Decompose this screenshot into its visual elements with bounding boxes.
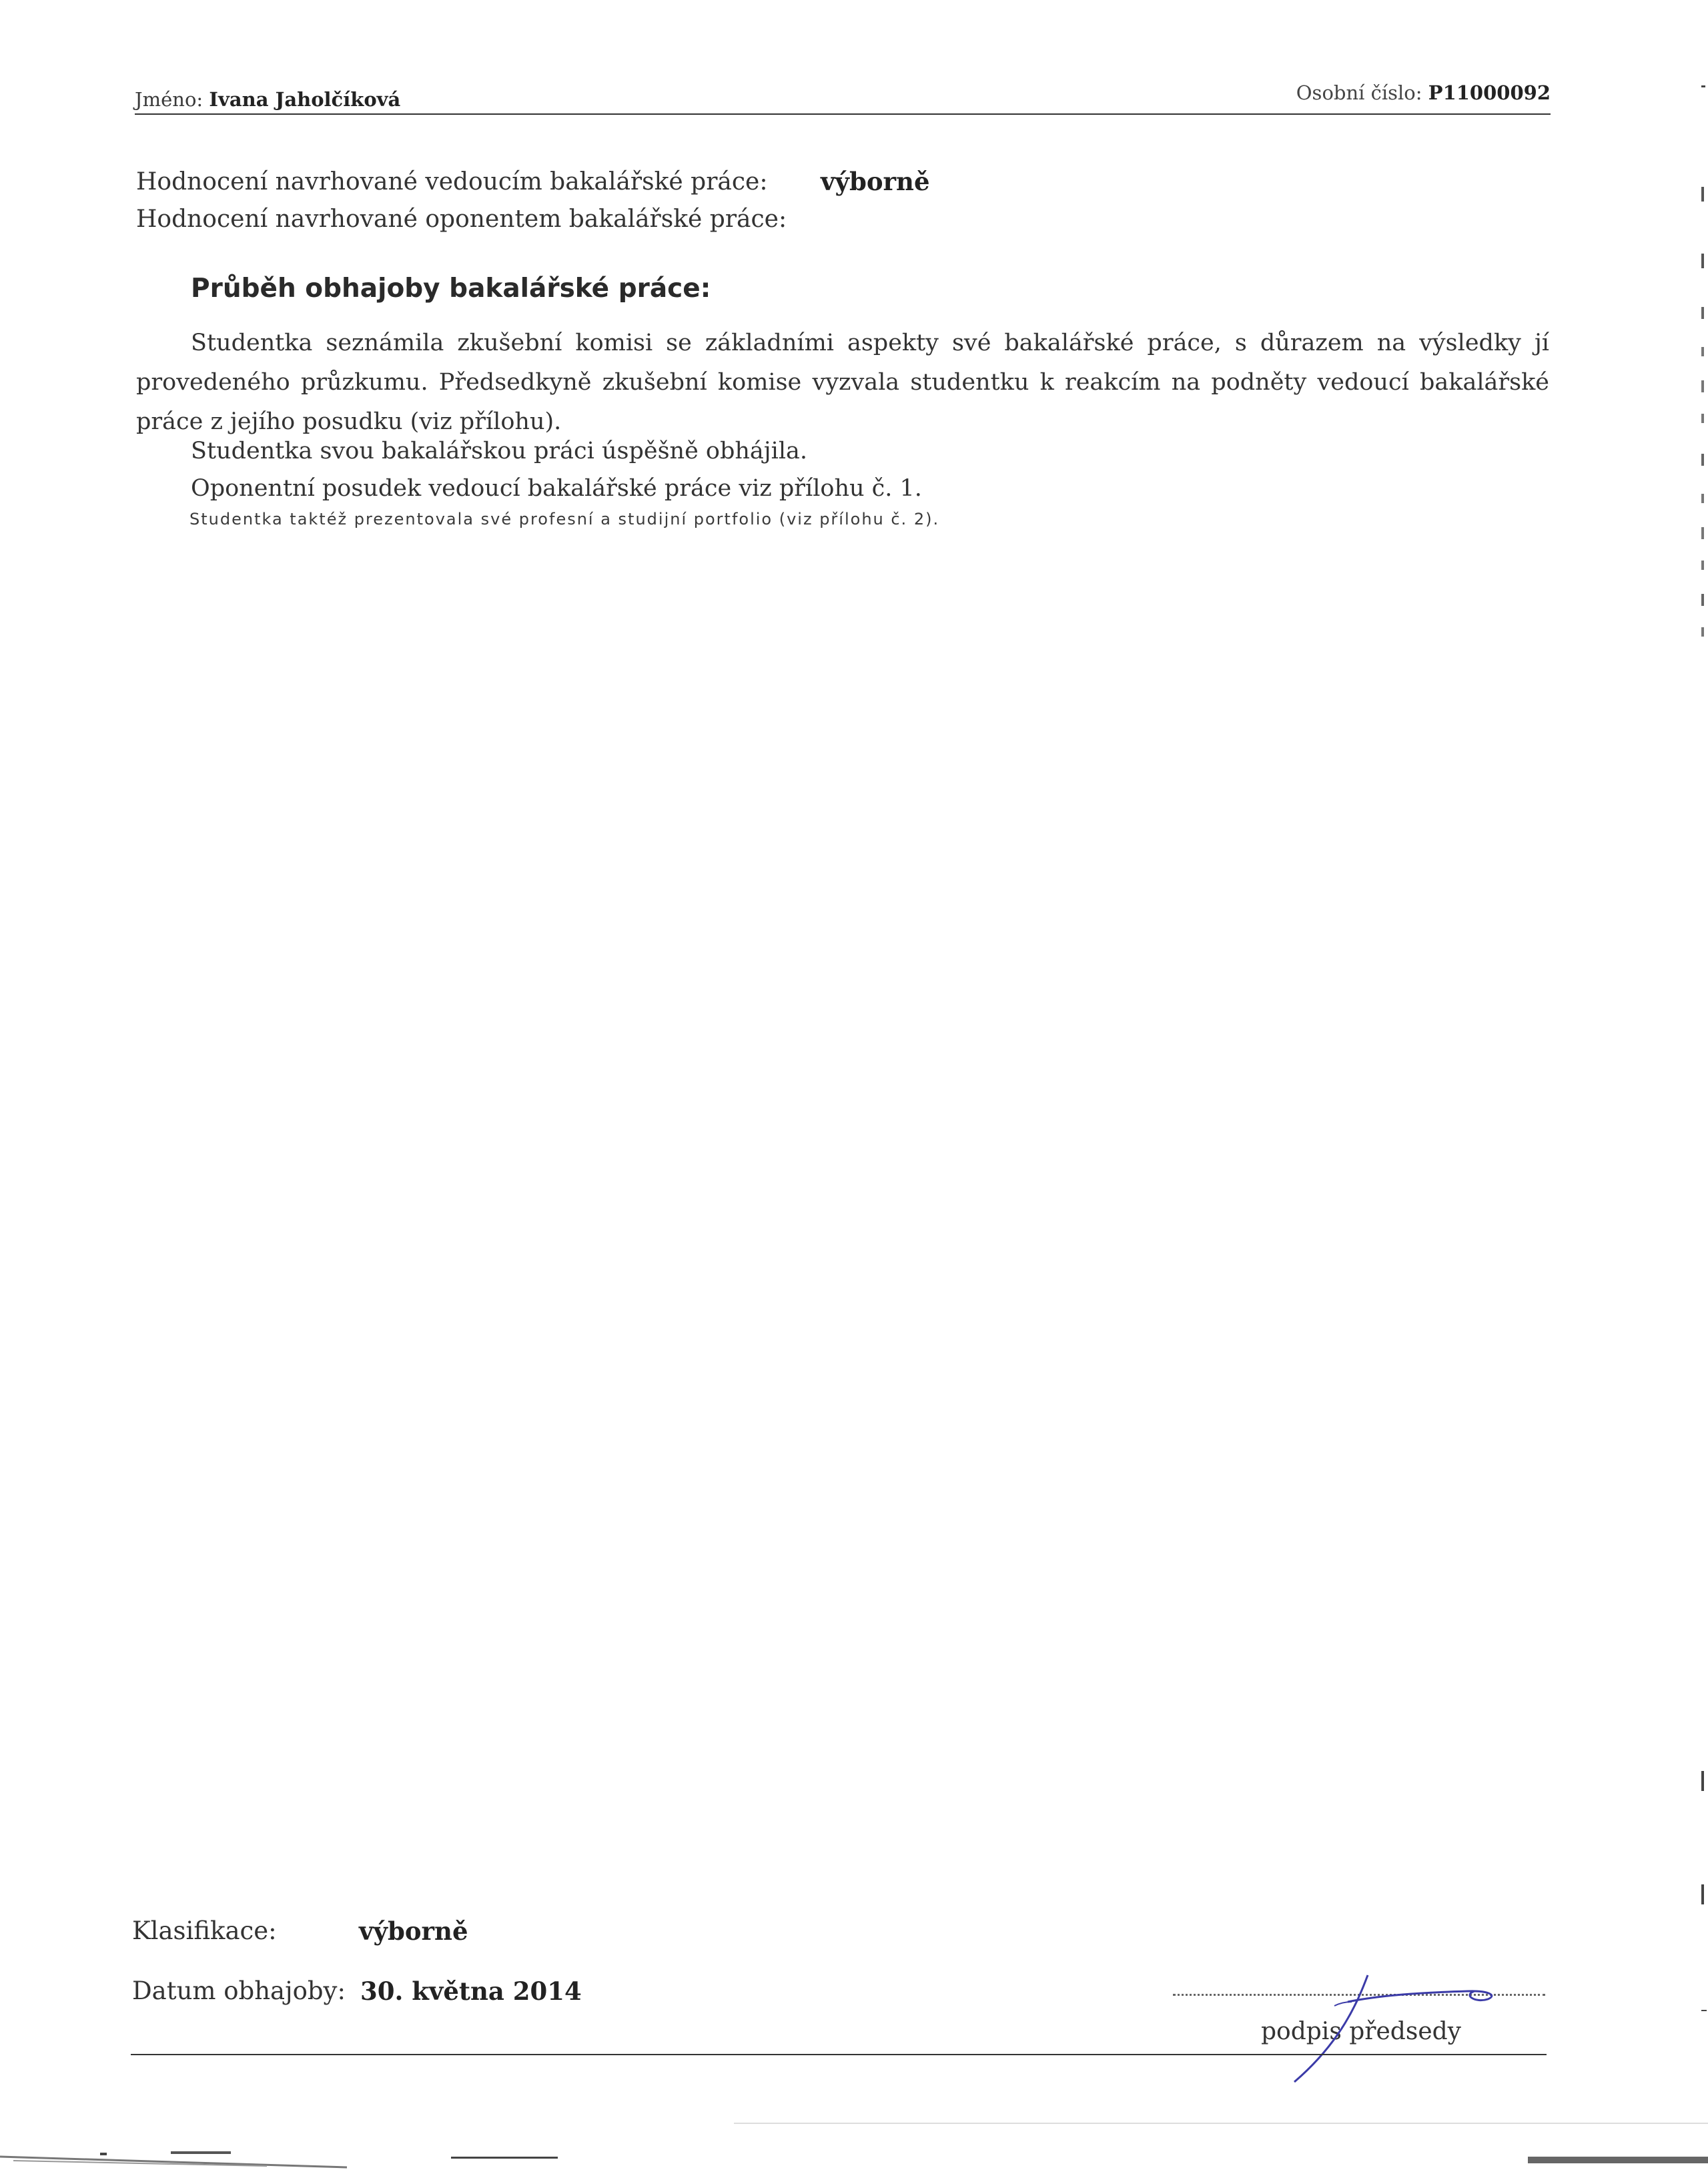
defense-paragraph: Studentka seznámila zkušební komisi se základními aspekty své bakalářské práce, s důrazem na výsledky jí provedeného průzkumu. Předsedkyně zkušební komise vyzvala studentku k reakcím na podněty vedoucí bakalářské práce z jejího posudku (viz přílohu). [136,330,1549,435]
defense-result-line: Studentka svou bakalářskou práci úspěšně obhájila. [191,438,808,464]
defense-date-label: Datum obhajoby: [132,1976,346,2005]
opponent-review-line: Oponentní posudek vedoucí bakalářské práce viz přílohu č. 1. [191,475,922,502]
student-name: Ivana Jaholčíková [209,88,401,111]
header-divider [135,113,1551,115]
personal-number: P11000092 [1428,81,1551,104]
signature-label: podpis předsedy [1261,2018,1462,2045]
supervisor-evaluation-value: výborně [821,167,930,196]
chair-signature-mark [1268,1962,1508,2089]
student-name-line [135,88,400,111]
personal-number-line [1296,81,1551,104]
opponent-evaluation-label: Hodnocení navrhované oponentem bakalářské práce: [136,206,787,233]
portfolio-note: Studentka taktéž prezentovala své profesní a studijní portfolio (viz přílohu č. 2). [189,510,940,528]
personal-number-label: Osobní číslo: [1296,81,1422,104]
footer-divider [131,2054,1547,2055]
classification-label: Klasifikace: [132,1916,277,1945]
defense-date-value: 30. května 2014 [360,1976,582,2006]
classification-value: výborně [359,1916,468,1946]
supervisor-evaluation-label: Hodnocení navrhované vedoucím bakalářské práce: [136,168,768,196]
scan-edge-artifacts [1692,67,1708,2135]
scan-bottom-artifacts [0,2122,1708,2178]
name-label: Jméno: [135,88,203,111]
defense-section-title: Průběh obhajoby bakalářské práce: [191,274,711,304]
